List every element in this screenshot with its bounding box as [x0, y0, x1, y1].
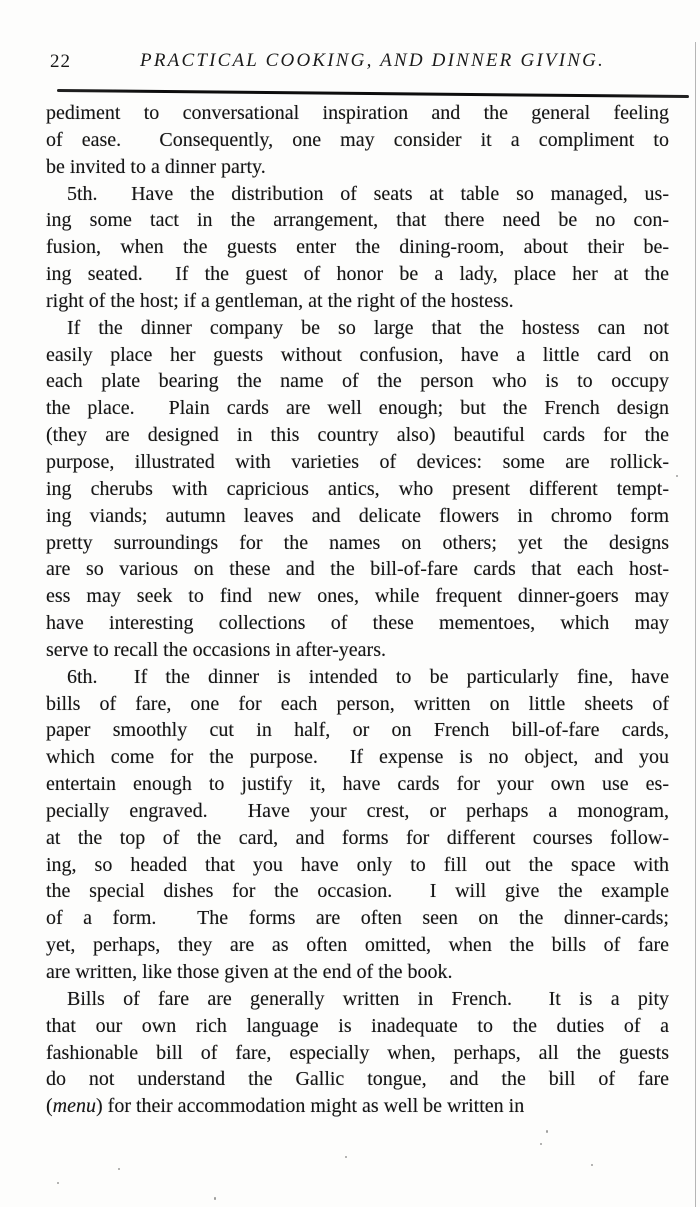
text-line: which come for the purpose. If expense is no object, and you [46, 746, 669, 769]
text-line: ess may seek to find new ones, while frequent dinner-goers may [46, 585, 669, 608]
scan-speck [591, 1164, 593, 1166]
text-line: do not understand the Gallic tongue, and the bill of fare [46, 1068, 669, 1091]
text-line: the place. Plain cards are well enough; but the French design [46, 397, 669, 420]
header-rule [57, 89, 689, 98]
text-line: are so various on these and the bill-of-fare cards that each host- [46, 558, 669, 581]
scan-speck [57, 1182, 59, 1184]
text-line: paper smoothly cut in half, or on French bill-of-fare cards, [46, 719, 669, 742]
text-line: yet, perhaps, they are as often omitted, when the bills of fare [46, 934, 669, 957]
text-line: (menu) for their accommodation might as well be written in [46, 1095, 525, 1118]
text-line: pretty surroundings for the names on others; yet the designs [46, 531, 669, 554]
scan-speck [546, 1130, 548, 1133]
scan-speck [676, 475, 678, 477]
scan-speck [118, 1168, 120, 1170]
scan-speck [540, 1143, 542, 1145]
text-line: right of the host; if a gentleman, at the right of the hostess. [46, 289, 514, 312]
text-block [46, 100, 669, 1120]
text-line: the special dishes for the occasion. I will give the example [46, 880, 669, 903]
text-line: bills of fare, one for each person, written on little sheets of [46, 692, 669, 715]
text-line: of ease. Consequently, one may consider it a compliment to [46, 128, 669, 151]
text-line: pecially engraved. Have your crest, or perhaps a monogram, [46, 799, 669, 822]
text-line: fusion, when the guests enter the dining-room, about their be- [46, 236, 669, 259]
page-edge-scan-line [695, 42, 696, 1207]
text-line: pediment to conversational inspiration and the general feeling [46, 102, 669, 124]
paragraph [46, 664, 669, 986]
text-line: ing some tact in the arrangement, that there need be no con- [46, 209, 669, 232]
text-line: that our own rich language is inadequate to the duties of a [46, 1014, 669, 1037]
text-line: are written, like those given at the end of the book. [46, 961, 453, 983]
text-line: 6th. If the dinner is intended to be particularly fine, have [67, 665, 669, 688]
text-line: 5th. Have the distribution of seats at table so managed, us- [67, 182, 669, 205]
text-line: have interesting collections of these mementoes, which may [46, 612, 669, 635]
text-line: ing seated. If the guest of honor be a lady, place her at the [46, 263, 669, 286]
scan-speck [345, 1156, 347, 1158]
text-line: ing, so headed that you have only to fill out the space with [46, 853, 669, 876]
paragraph [46, 100, 669, 181]
text-line: be invited to a dinner party. [46, 155, 266, 178]
paragraph [46, 315, 669, 664]
text-line: easily place her guests without confusion, have a little card on [46, 343, 669, 366]
text-line: (they are designed in this country also) beautiful cards for the [46, 424, 669, 447]
text-line: at the top of the card, and forms for different courses follow- [46, 826, 669, 849]
paragraph [46, 181, 669, 315]
text-line: entertain enough to justify it, have cards for your own use es- [46, 773, 669, 796]
text-line: of a form. The forms are often seen on the dinner-cards; [46, 907, 669, 930]
text-line: ing cherubs with capricious antics, who present different tempt- [46, 477, 669, 500]
text-line: ing viands; autumn leaves and delicate flowers in chromo form [46, 504, 669, 527]
paragraph [46, 986, 669, 1120]
text-line: purpose, illustrated with varieties of devices: some are rollick- [46, 450, 669, 473]
text-line: fashionable bill of fare, especially when, perhaps, all the guests [46, 1041, 669, 1064]
running-title: PRACTICAL COOKING, AND DINNER GIVING. [140, 50, 605, 71]
scan-speck [214, 1197, 216, 1200]
text-line: serve to recall the occasions in after-years. [46, 638, 386, 661]
text-line: If the dinner company be so large that the hostess can not [67, 316, 669, 339]
page-number: 22 [50, 51, 71, 72]
text-line: Bills of fare are generally written in French. It is a pity [67, 987, 669, 1010]
text-line: each plate bearing the name of the person who is to occupy [46, 370, 669, 393]
